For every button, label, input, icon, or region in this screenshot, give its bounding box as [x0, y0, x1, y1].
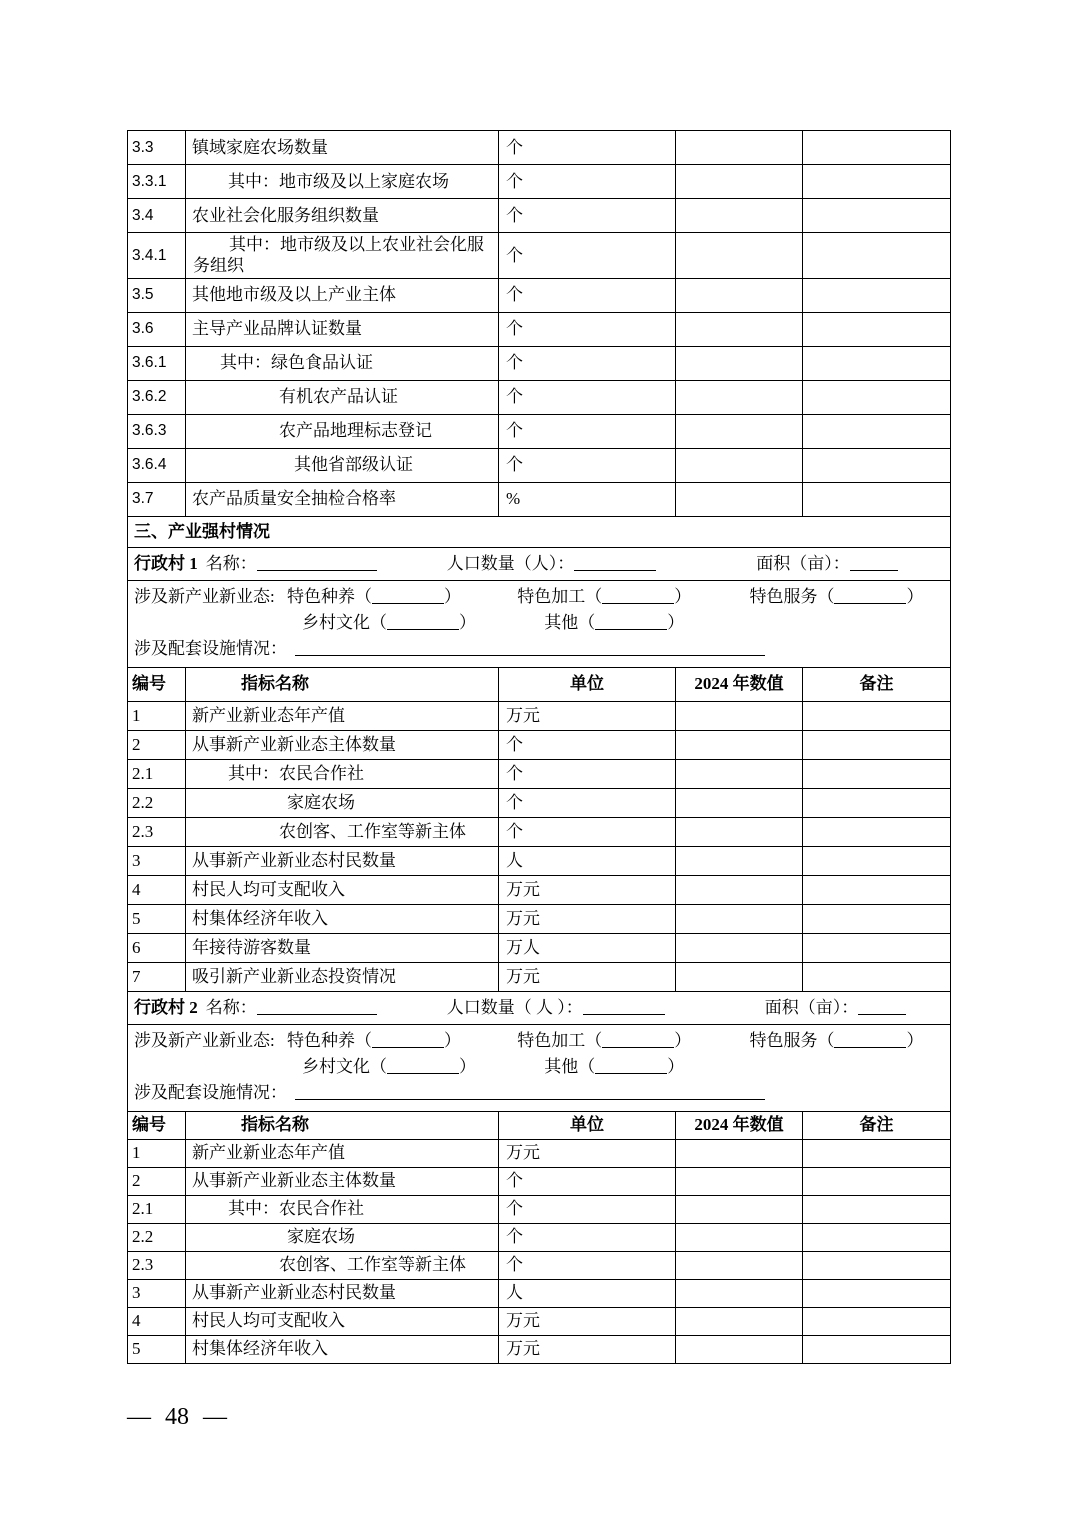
value-cell: [676, 165, 803, 199]
note-cell: [803, 759, 951, 788]
form-table-container: [127, 130, 950, 1364]
table-row: [128, 1167, 951, 1195]
value-cell: [676, 1335, 803, 1363]
item-close: ）: [906, 1030, 924, 1050]
table-row: [128, 312, 951, 346]
value-cell: [676, 1223, 803, 1251]
item-blank-field: [595, 1058, 667, 1074]
row-id: 2: [128, 1167, 186, 1195]
area-label: 面积（亩）：: [764, 997, 859, 1017]
header-id: 编号: [128, 1111, 186, 1139]
indicator-name: 村民人均可支配收入: [186, 875, 499, 904]
indicator-unit: 个: [499, 788, 676, 817]
table-row: [128, 788, 951, 817]
indicator-name: 农业社会化服务组织数量: [186, 199, 499, 233]
row-id: 3.4.1: [128, 233, 186, 279]
indicator-unit: 人: [499, 846, 676, 875]
item-blank-field: [834, 1032, 906, 1048]
table-row: [128, 448, 951, 482]
row-id: 3.3: [128, 131, 186, 165]
population-label: 人口数量（ 人 ）：: [446, 997, 583, 1017]
industry-row: [128, 580, 951, 667]
indicator-unit: 个: [499, 448, 676, 482]
note-cell: [803, 1167, 951, 1195]
row-id: 3.7: [128, 482, 186, 516]
indicator-unit: 个: [499, 730, 676, 759]
value-cell: [676, 962, 803, 991]
table-row: [128, 482, 951, 516]
note-cell: [803, 1139, 951, 1167]
table-row: [128, 346, 951, 380]
value-cell: [676, 199, 803, 233]
item-close: ）: [443, 1030, 461, 1050]
note-cell: [803, 278, 951, 312]
indicator-unit: 个: [499, 380, 676, 414]
note-cell: [803, 1251, 951, 1279]
item-label: 特色服务（: [749, 586, 835, 606]
table-row: [128, 701, 951, 730]
item-blank-field: [602, 1032, 674, 1048]
row-id: 3.3.1: [128, 165, 186, 199]
note-cell: [803, 346, 951, 380]
industry-line-2: [134, 1054, 944, 1080]
row-id: 2.2: [128, 1223, 186, 1251]
area-blank-field: [850, 555, 898, 571]
note-cell: [803, 962, 951, 991]
indicator-unit: 万元: [499, 875, 676, 904]
row-id: 3: [128, 846, 186, 875]
indicator-name: 其中：农民合作社: [186, 1195, 499, 1223]
row-id: 2.3: [128, 817, 186, 846]
row-id: 2.1: [128, 1195, 186, 1223]
item-blank-field: [595, 614, 667, 630]
value-cell: [676, 817, 803, 846]
industry-item: [749, 587, 923, 606]
item-label: 特色加工（: [517, 1030, 603, 1050]
indicator-name: 新产业新业态年产值: [186, 1139, 499, 1167]
indicator-name: 从事新产业新业态主体数量: [186, 1167, 499, 1195]
note-cell: [803, 904, 951, 933]
table-row: [128, 233, 951, 279]
header-note: 备注: [803, 667, 951, 701]
value-cell: [676, 414, 803, 448]
item-label: 特色加工（: [517, 586, 603, 606]
header-name: 指标名称: [186, 1111, 499, 1139]
area-label: 面积（亩）：: [756, 553, 850, 573]
table-row: [128, 759, 951, 788]
note-cell: [803, 233, 951, 279]
table-row: [128, 730, 951, 759]
industry-item: [302, 613, 476, 632]
value-cell: [676, 933, 803, 962]
value-cell: [676, 1251, 803, 1279]
row-id: 7: [128, 962, 186, 991]
header-value: 2024 年数值: [676, 1111, 803, 1139]
industry-prefix: 涉及新产业新业态:: [134, 586, 275, 606]
note-cell: [803, 1223, 951, 1251]
value-cell: [676, 346, 803, 380]
row-id: 5: [128, 1335, 186, 1363]
value-cell: [676, 482, 803, 516]
note-cell: [803, 165, 951, 199]
item-close: ）: [443, 586, 461, 606]
facility-line: [134, 1080, 944, 1106]
value-cell: [676, 1139, 803, 1167]
item-close: ）: [906, 586, 924, 606]
value-cell: [676, 1195, 803, 1223]
item-blank-field: [834, 588, 906, 604]
table-row: [128, 1139, 951, 1167]
row-id: 3: [128, 1279, 186, 1307]
value-cell: [676, 759, 803, 788]
indicator-name: 从事新产业新业态村民数量: [186, 846, 499, 875]
name-label: 名称：: [205, 997, 257, 1017]
note-cell: [803, 701, 951, 730]
industry-item: [749, 1031, 923, 1050]
note-cell: [803, 846, 951, 875]
village-1-industry-cell: [128, 580, 951, 667]
value-cell: [676, 904, 803, 933]
table-row: [128, 1307, 951, 1335]
industry-item: [287, 1031, 461, 1050]
value-cell: [676, 233, 803, 279]
industry-item: [517, 587, 691, 606]
indicator-unit: 万人: [499, 933, 676, 962]
indicator-name: 其中：地市级及以上农业社会化服务组织: [186, 233, 499, 279]
indicator-name: 其中：绿色食品认证: [186, 346, 499, 380]
row-id: 6: [128, 933, 186, 962]
indicator-name: 农产品质量安全抽检合格率: [186, 482, 499, 516]
value-cell: [676, 131, 803, 165]
indicator-unit: 个: [499, 817, 676, 846]
header-note: 备注: [803, 1111, 951, 1139]
area-blank-field: [858, 999, 906, 1015]
indicator-unit: 万元: [499, 904, 676, 933]
row-id: 4: [128, 875, 186, 904]
facility-blank-field: [295, 1084, 765, 1100]
row-id: 3.6.3: [128, 414, 186, 448]
note-cell: [803, 199, 951, 233]
indicator-name: 镇域家庭农场数量: [186, 131, 499, 165]
value-cell: [676, 875, 803, 904]
industry-item: [517, 1031, 691, 1050]
indicator-unit: 个: [499, 1195, 676, 1223]
indicator-name: 其他省部级认证: [186, 448, 499, 482]
name-blank-field: [257, 555, 377, 571]
section-row: [128, 516, 951, 547]
table-header-row: [128, 1111, 951, 1139]
indicator-unit: 个: [499, 278, 676, 312]
table-row: [128, 131, 951, 165]
indicator-unit: 个: [499, 131, 676, 165]
value-cell: [676, 701, 803, 730]
table-row: [128, 1279, 951, 1307]
item-label: 特色种养（: [286, 586, 372, 606]
row-id: 4: [128, 1307, 186, 1335]
header-unit: 单位: [499, 667, 676, 701]
table-row: [128, 1251, 951, 1279]
facility-line: [134, 636, 944, 662]
indicator-unit: 个: [499, 312, 676, 346]
indicator-name: 其中：地市级及以上家庭农场: [186, 165, 499, 199]
value-cell: [676, 380, 803, 414]
item-label: 其他（: [544, 1056, 596, 1076]
row-id: 3.6.1: [128, 346, 186, 380]
indicator-name: 农产品地理标志登记: [186, 414, 499, 448]
header-value: 2024 年数值: [676, 667, 803, 701]
indicator-unit: 万元: [499, 1139, 676, 1167]
note-cell: [803, 414, 951, 448]
row-id: 5: [128, 904, 186, 933]
note-cell: [803, 1195, 951, 1223]
industry-line-1: [134, 1028, 944, 1054]
indicator-name: 村集体经济年收入: [186, 904, 499, 933]
indicator-unit: 个: [499, 1223, 676, 1251]
item-close: ）: [667, 1056, 685, 1076]
name-label: 名称：: [205, 553, 257, 573]
table-row: [128, 199, 951, 233]
item-blank-field: [387, 614, 459, 630]
facility-label: 涉及配套设施情况：: [134, 1082, 287, 1102]
row-id: 2.3: [128, 1251, 186, 1279]
item-blank-field: [372, 1032, 444, 1048]
table-row: [128, 904, 951, 933]
item-label: 特色种养（: [286, 1030, 372, 1050]
item-close: ）: [459, 612, 476, 632]
indicator-unit: 个: [499, 199, 676, 233]
row-id: 2: [128, 730, 186, 759]
item-label: 其他（: [544, 612, 596, 632]
industry-item: [544, 1057, 684, 1076]
indicator-name: 家庭农场: [186, 1223, 499, 1251]
village-1-title-cell: [128, 547, 951, 580]
population-label: 人口数量（人）：: [446, 553, 575, 573]
indicator-name: 农创客、工作室等新主体: [186, 817, 499, 846]
facility-blank-field: [295, 640, 765, 656]
note-cell: [803, 131, 951, 165]
village-header-row: [128, 547, 951, 580]
table-row: [128, 1195, 951, 1223]
industry-item: [287, 587, 461, 606]
value-cell: [676, 312, 803, 346]
item-label: 特色服务（: [749, 1030, 835, 1050]
table-row: [128, 380, 951, 414]
village-2-industry-cell: [128, 1024, 951, 1111]
table-row: [128, 875, 951, 904]
indicator-name: 其中：农民合作社: [186, 759, 499, 788]
header-unit: 单位: [499, 1111, 676, 1139]
industry-prefix: 涉及新产业新业态:: [134, 1030, 275, 1050]
note-cell: [803, 312, 951, 346]
indicator-name: 有机农产品认证: [186, 380, 499, 414]
item-label: 乡村文化（: [302, 1056, 387, 1076]
village-label: 行政村 1: [134, 553, 198, 573]
note-cell: [803, 875, 951, 904]
table-header-row: [128, 667, 951, 701]
facility-label: 涉及配套设施情况：: [134, 638, 287, 658]
indicator-unit: 个: [499, 1251, 676, 1279]
header-id: 编号: [128, 667, 186, 701]
note-cell: [803, 730, 951, 759]
form-table: [127, 130, 951, 1364]
indicator-name: 吸引新产业新业态投资情况: [186, 962, 499, 991]
page-number: — 48 —: [127, 1404, 227, 1430]
row-id: 2.1: [128, 759, 186, 788]
village-2-title-cell: [128, 991, 951, 1024]
row-id: 3.5: [128, 278, 186, 312]
value-cell: [676, 1279, 803, 1307]
indicator-unit: 个: [499, 414, 676, 448]
row-id: 3.6: [128, 312, 186, 346]
value-cell: [676, 788, 803, 817]
industry-item: [302, 1057, 476, 1076]
indicator-name: 村民人均可支配收入: [186, 1307, 499, 1335]
table-row: [128, 962, 951, 991]
indicator-name: 从事新产业新业态主体数量: [186, 730, 499, 759]
population-blank-field: [574, 555, 656, 571]
value-cell: [676, 1167, 803, 1195]
industry-line-2: [134, 610, 944, 636]
value-cell: [676, 1307, 803, 1335]
note-cell: [803, 482, 951, 516]
village-label: 行政村 2: [134, 997, 198, 1017]
indicator-name: 新产业新业态年产值: [186, 701, 499, 730]
row-id: 2.2: [128, 788, 186, 817]
note-cell: [803, 788, 951, 817]
header-name: 指标名称: [186, 667, 499, 701]
value-cell: [676, 448, 803, 482]
indicator-name: 家庭农场: [186, 788, 499, 817]
row-id: 3.6.2: [128, 380, 186, 414]
item-close: ）: [459, 1056, 476, 1076]
note-cell: [803, 1335, 951, 1363]
table-row: [128, 817, 951, 846]
indicator-unit: 个: [499, 1167, 676, 1195]
item-close: ）: [674, 1030, 692, 1050]
item-blank-field: [602, 588, 674, 604]
table-row: [128, 933, 951, 962]
row-id: 1: [128, 701, 186, 730]
indicator-unit: 个: [499, 165, 676, 199]
row-id: 3.6.4: [128, 448, 186, 482]
industry-row: [128, 1024, 951, 1111]
table-row: [128, 278, 951, 312]
indicator-name: 农创客、工作室等新主体: [186, 1251, 499, 1279]
note-cell: [803, 933, 951, 962]
indicator-unit: 万元: [499, 1335, 676, 1363]
value-cell: [676, 278, 803, 312]
indicator-unit: 个: [499, 346, 676, 380]
item-blank-field: [387, 1058, 459, 1074]
village-header-row: [128, 991, 951, 1024]
industry-line-1: [134, 584, 944, 610]
population-blank-field: [583, 999, 665, 1015]
item-close: ）: [674, 586, 692, 606]
indicator-name: 主导产业品牌认证数量: [186, 312, 499, 346]
note-cell: [803, 380, 951, 414]
indicator-unit: 万元: [499, 701, 676, 730]
value-cell: [676, 730, 803, 759]
indicator-unit: 个: [499, 759, 676, 788]
note-cell: [803, 1279, 951, 1307]
table-row: [128, 846, 951, 875]
industry-item: [544, 613, 684, 632]
row-id: 1: [128, 1139, 186, 1167]
indicator-unit: 万元: [499, 962, 676, 991]
indicator-unit: 个: [499, 233, 676, 279]
item-label: 乡村文化（: [302, 612, 387, 632]
indicator-name: 其他地市级及以上产业主体: [186, 278, 499, 312]
value-cell: [676, 846, 803, 875]
section-title: 三、产业强村情况: [128, 516, 951, 547]
note-cell: [803, 1307, 951, 1335]
indicator-unit: 万元: [499, 1307, 676, 1335]
note-cell: [803, 448, 951, 482]
indicator-unit: %: [499, 482, 676, 516]
table-row: [128, 1223, 951, 1251]
note-cell: [803, 817, 951, 846]
table-row: [128, 165, 951, 199]
indicator-name: 从事新产业新业态村民数量: [186, 1279, 499, 1307]
name-blank-field: [257, 999, 377, 1015]
item-blank-field: [372, 588, 444, 604]
table-row: [128, 1335, 951, 1363]
indicator-name: 年接待游客数量: [186, 933, 499, 962]
indicator-unit: 人: [499, 1279, 676, 1307]
table-row: [128, 414, 951, 448]
indicator-name: 村集体经济年收入: [186, 1335, 499, 1363]
row-id: 3.4: [128, 199, 186, 233]
item-close: ）: [667, 612, 685, 632]
